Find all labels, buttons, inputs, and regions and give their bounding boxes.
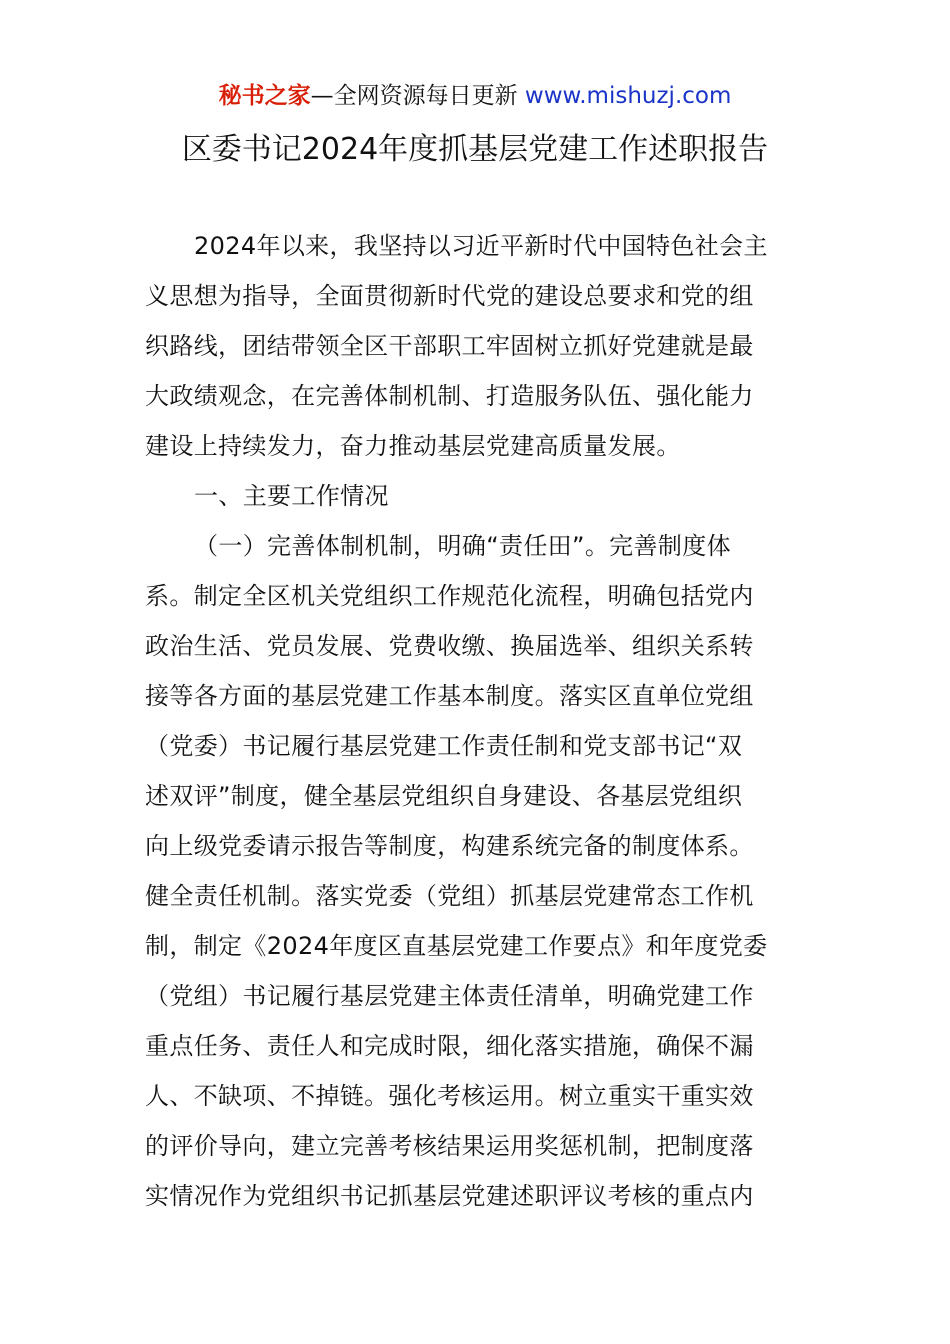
text-line: （一）完善体制机制，明确“责任田”。完善制度体 xyxy=(194,532,731,560)
text-line: （党委）书记履行基层党建工作责任制和党支部书记“双 xyxy=(145,732,743,760)
site-banner xyxy=(0,80,950,112)
text-line: 制，制定《2024年度区直基层党建工作要点》和年度党委 xyxy=(145,932,768,960)
text-line: 实情况作为党组织书记抓基层党建述职评议考核的重点内 xyxy=(145,1182,754,1210)
text-line: 向上级党委请示报告等制度，构建系统完备的制度体系。 xyxy=(145,832,754,860)
document-title: 区委书记2024年度抓基层党建工作述职报告 xyxy=(181,132,769,167)
text-line: 接等各方面的基层党建工作基本制度。落实区直单位党组 xyxy=(145,682,754,710)
text-line: 健全责任机制。落实党委（党组）抓基层党建常态工作机 xyxy=(145,882,754,910)
text-line: 述双评”制度，健全基层党组织自身建设、各基层党组织 xyxy=(145,782,743,810)
text-line: 义思想为指导，全面贯彻新时代党的建设总要求和党的组 xyxy=(145,282,754,310)
text-line: 建设上持续发力，奋力推动基层党建高质量发展。 xyxy=(145,432,681,460)
site-slogan: —全网资源每日更新 xyxy=(310,83,518,109)
site-brand: 秘书之家 xyxy=(218,83,311,109)
text-line: 政治生活、党员发展、党费收缴、换届选举、组织关系转 xyxy=(145,632,754,660)
text-line: 大政绩观念，在完善体制机制、打造服务队伍、强化能力 xyxy=(145,382,754,410)
section-heading: 一、主要工作情况 xyxy=(194,482,389,510)
text-line: （党组）书记履行基层党建主体责任清单，明确党建工作 xyxy=(145,982,754,1010)
text-line: 系。制定全区机关党组织工作规范化流程，明确包括党内 xyxy=(145,582,754,610)
text-line: 的评价导向，建立完善考核结果运用奖惩机制，把制度落 xyxy=(145,1132,754,1160)
text-line: 人、不缺项、不掉链。强化考核运用。树立重实干重实效 xyxy=(145,1082,754,1110)
text-line: 重点任务、责任人和完成时限，细化落实措施，确保不漏 xyxy=(145,1032,754,1060)
document-body xyxy=(145,221,810,1221)
site-url-link[interactable]: www.mishuzj.com xyxy=(524,83,732,109)
text-line: 织路线，团结带领全区干部职工牢固树立抓好党建就是最 xyxy=(145,332,754,360)
text-line: 2024年以来，我坚持以习近平新时代中国特色社会主 xyxy=(194,232,768,260)
